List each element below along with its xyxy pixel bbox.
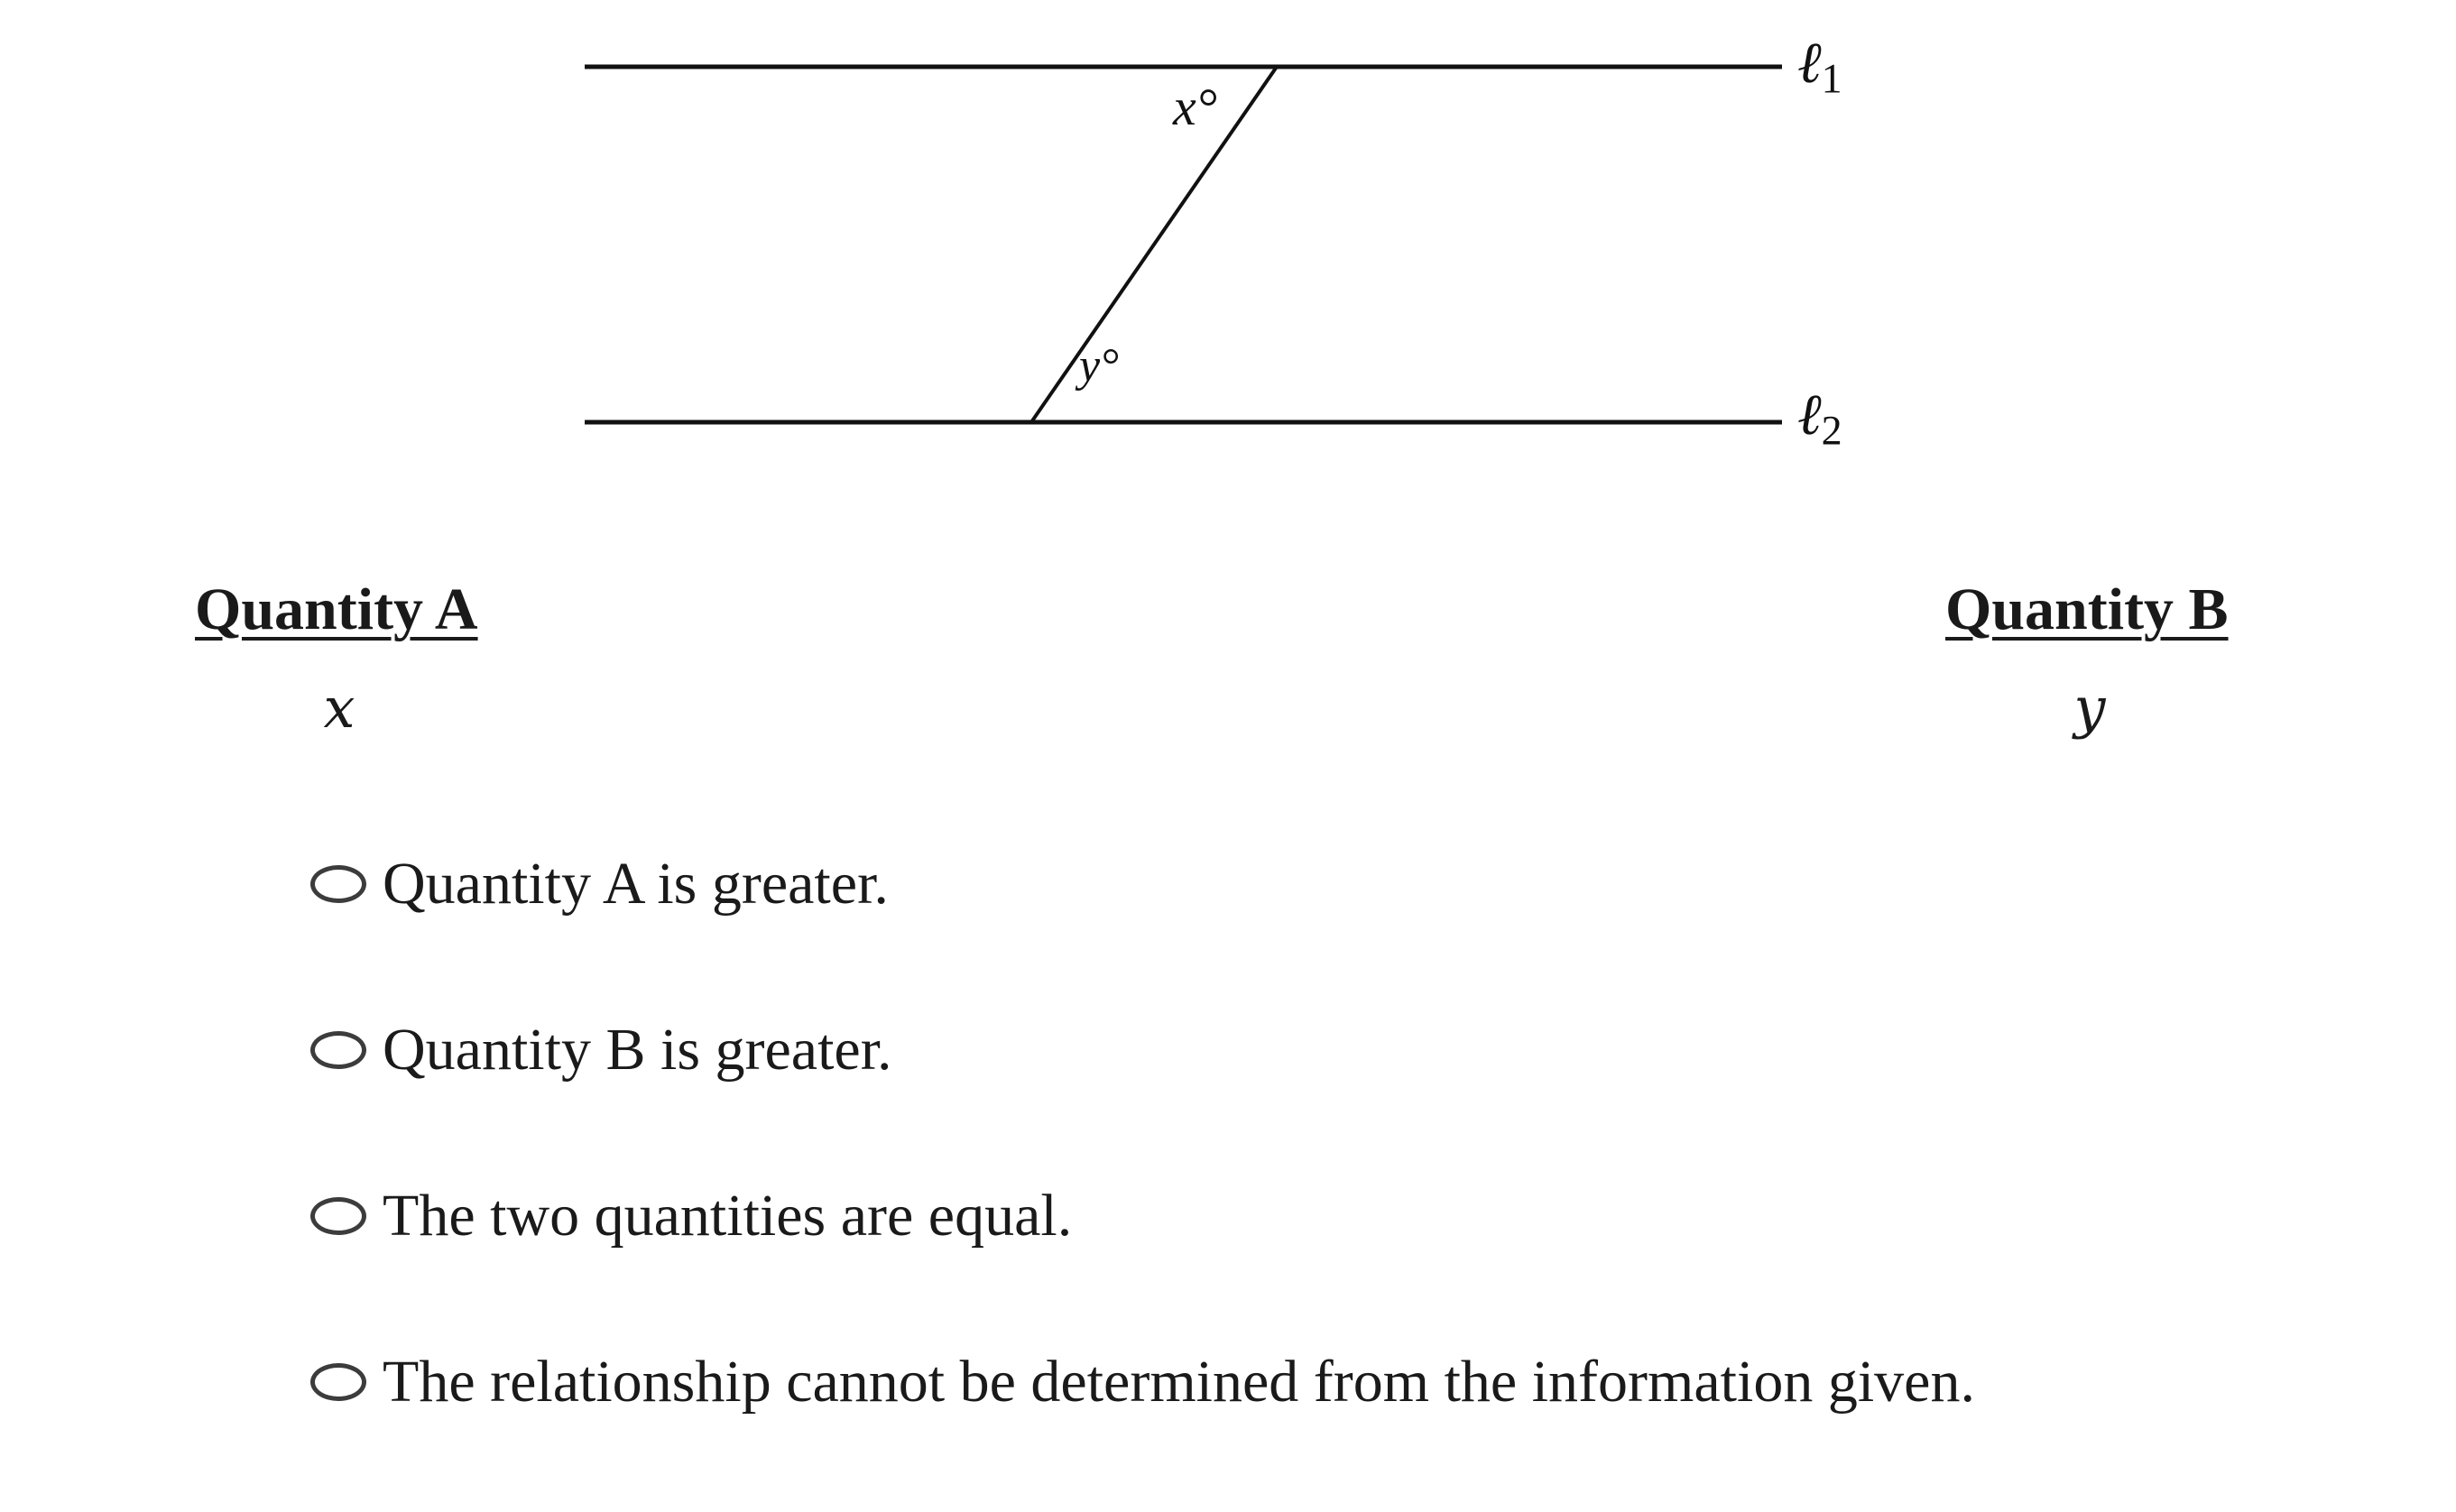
line-l1-label	[1797, 31, 1842, 102]
radio-button[interactable]	[310, 865, 366, 903]
answer-choice-label: The relationship cannot be determined from the information given.	[383, 1349, 1975, 1415]
line-l1-subscript: 1	[1821, 55, 1842, 102]
angle-y-label: y°	[1079, 340, 1119, 392]
quantity-a-value: x	[323, 675, 355, 741]
quantity-a-header: Quantity A	[195, 576, 478, 642]
radio-button[interactable]	[310, 1031, 366, 1069]
answer-choice-equal[interactable]	[310, 1180, 2386, 1252]
quantity-b-header: Quantity B	[1945, 576, 2229, 642]
answer-choice-label: Quantity B is greater.	[383, 1017, 892, 1083]
line-l2-letter: ℓ	[1797, 383, 1822, 447]
line-l2-label	[1797, 383, 1842, 454]
answer-choice-label: Quantity A is greater.	[383, 851, 889, 917]
answer-choice-a-greater[interactable]	[310, 848, 2386, 920]
radio-button[interactable]	[310, 1363, 366, 1401]
answer-choice-cannot-determine[interactable]	[310, 1346, 2386, 1418]
answer-choices	[310, 848, 2386, 1512]
angle-x-label: x°	[1173, 78, 1217, 136]
line-l2-subscript: 2	[1821, 407, 1842, 454]
transversal-line	[1031, 67, 1277, 422]
answer-choice-b-greater[interactable]	[310, 1014, 2386, 1086]
quantity-b-value: y	[2073, 675, 2106, 741]
figure-drawing	[0, 0, 2456, 505]
radio-button[interactable]	[310, 1197, 366, 1235]
line-l1-letter: ℓ	[1797, 31, 1822, 95]
parallel-lines-figure	[0, 0, 2456, 505]
answer-choice-label: The two quantities are equal.	[383, 1183, 1073, 1249]
